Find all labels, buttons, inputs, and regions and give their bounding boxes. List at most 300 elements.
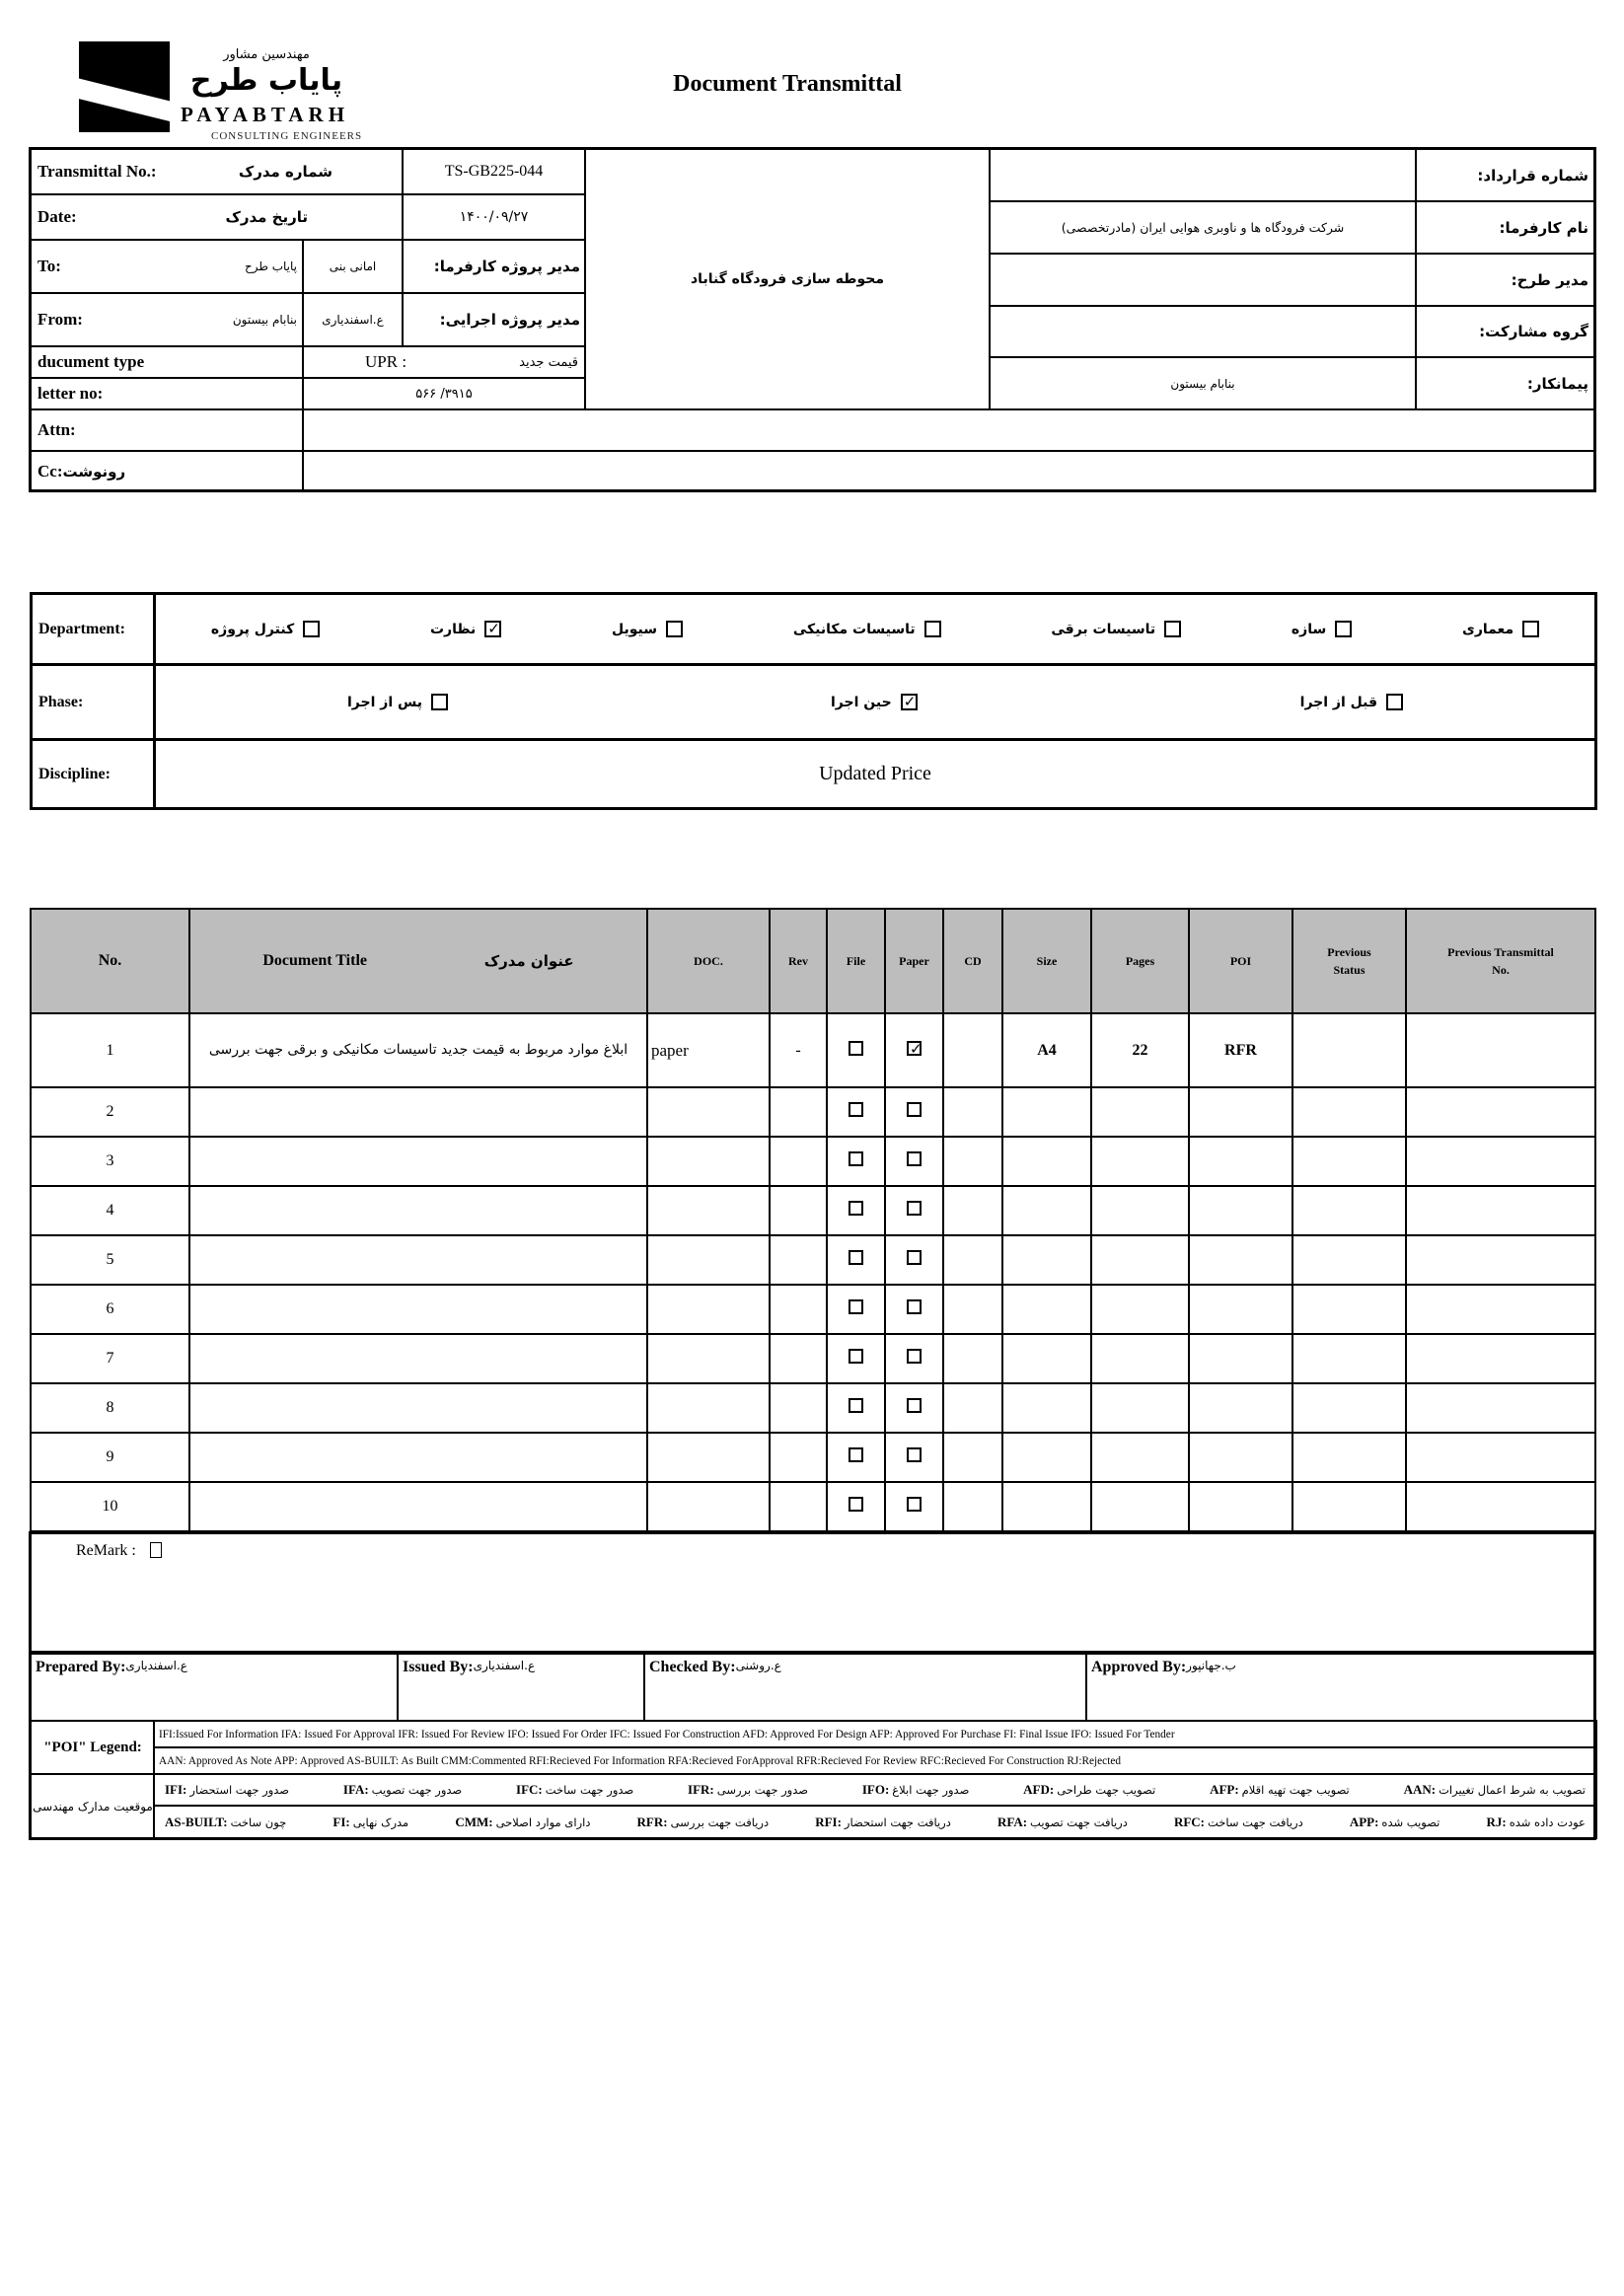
poi-legend-line1	[153, 1720, 1597, 1748]
cell-no: 5	[31, 1235, 189, 1285]
legend-item: RFC: دریافت جهت ساخت	[1173, 1814, 1303, 1829]
checkbox-label: تاسیسات برقی	[1051, 621, 1156, 637]
cell-rev	[770, 1334, 827, 1383]
checkbox-item	[1051, 621, 1181, 637]
legend-item: AFP: تصویب جهت تهیه اقلام	[1210, 1782, 1350, 1797]
table-row	[31, 1482, 1595, 1531]
col-poi: POI	[1189, 909, 1292, 1013]
cell-no: 6	[31, 1285, 189, 1334]
legend-item: APP: تصویب شده	[1349, 1814, 1440, 1829]
cell-ptrans	[1406, 1433, 1595, 1482]
transmittal-no-label-en: Transmittal No.:	[37, 162, 157, 181]
cell-size	[1002, 1482, 1091, 1531]
file-checkbox[interactable]	[849, 1041, 863, 1056]
cell-pstat	[1292, 1285, 1406, 1334]
fa-legend-line1	[153, 1773, 1597, 1807]
checkbox-item	[1292, 621, 1352, 637]
exec-pm-value: ع.اسفندیاری	[302, 292, 404, 347]
checkbox-label: قبل از اجرا	[1299, 694, 1378, 710]
checkbox-item	[211, 621, 320, 637]
paper-checkbox[interactable]	[907, 1497, 922, 1512]
legend-item: IFO: صدور جهت ابلاغ	[861, 1782, 970, 1797]
logo-company-subtitle: CONSULTING ENGINEERS	[211, 130, 363, 142]
cell-file	[827, 1235, 885, 1285]
cell-no: 7	[31, 1334, 189, 1383]
cell-poi: RFR	[1189, 1013, 1292, 1087]
checkbox[interactable]	[1335, 621, 1352, 637]
cell-pstat	[1292, 1433, 1406, 1482]
col-prev-transmittal: Previous Transmittal No.	[1406, 909, 1595, 1013]
table-row	[31, 1235, 1595, 1285]
cell-cd	[943, 1235, 1002, 1285]
doctype-label: ducument type	[37, 352, 145, 371]
cell-title: ابلاغ موارد مربوط به قیمت جدید تاسیسات مکانیکی و برقی جهت بررسی	[189, 1013, 647, 1087]
cell-poi	[1189, 1235, 1292, 1285]
cell-poi	[1189, 1285, 1292, 1334]
attn-value-cell	[302, 408, 1596, 452]
legend-item: FI: مدرک نهایی	[332, 1814, 409, 1829]
attn-label-cell	[30, 408, 304, 452]
exec-pm-label: مدیر پروژه اجرایی:	[439, 311, 580, 329]
client-name-value: شرکت فرودگاه ها و ناوبری هوایی ایران (مادرتخصصی)	[989, 200, 1417, 255]
cell-cd	[943, 1285, 1002, 1334]
client-name-label-cell	[1415, 200, 1596, 255]
col-no: No.	[31, 909, 189, 1013]
cc-label-fa: رونوشت	[62, 462, 126, 481]
cell-ptrans	[1406, 1285, 1595, 1334]
poi-legend-line1-text: IFI:Issued For Information IFA: Issued For Approval IFR: Issued For Review IFO: Issued For Order IFC: Issued For Construction AFD: Approved For Design AFP: Approved For Purchase FI: Final Issue IFO: Issued For Tender	[159, 1728, 1175, 1741]
contract-no-value	[989, 148, 1417, 202]
checkbox[interactable]	[1386, 694, 1403, 710]
cell-ptrans	[1406, 1013, 1595, 1087]
cell-pages	[1091, 1433, 1189, 1482]
company-logo-icon	[79, 41, 170, 132]
cell-paper	[885, 1235, 943, 1285]
checkbox-item	[831, 694, 918, 710]
table-row	[31, 1013, 1595, 1087]
file-checkbox[interactable]	[849, 1201, 863, 1216]
issued-by-value: ع.اسفندیاری	[473, 1659, 536, 1672]
cell-no: 3	[31, 1137, 189, 1186]
col-cd: CD	[943, 909, 1002, 1013]
contract-no-label-cell	[1415, 148, 1596, 202]
discipline-label: Discipline:	[38, 765, 111, 782]
col-file: File	[827, 909, 885, 1013]
cell-ptrans	[1406, 1383, 1595, 1433]
doctype-value-cell	[302, 345, 586, 379]
legend-item: AAN: تصویب به شرط اعمال تغییرات	[1403, 1782, 1586, 1797]
paper-checkbox[interactable]	[907, 1102, 922, 1117]
checkbox[interactable]	[1164, 621, 1181, 637]
cell-ptrans	[1406, 1482, 1595, 1531]
cell-doc	[647, 1235, 770, 1285]
paper-checkbox[interactable]	[907, 1349, 922, 1364]
cell-title	[189, 1137, 647, 1186]
file-checkbox[interactable]	[849, 1102, 863, 1117]
legend-item: CMM: دارای موارد اصلاحی	[455, 1814, 591, 1829]
fa-legend-label: موقعیت مدارک مهندسی	[30, 1773, 156, 1839]
cell-no: 10	[31, 1482, 189, 1531]
cell-title	[189, 1433, 647, 1482]
cell-pages	[1091, 1137, 1189, 1186]
cell-pages	[1091, 1186, 1189, 1235]
checked-by-label: Checked By:	[649, 1659, 736, 1675]
transmittal-no-label-cell	[30, 148, 404, 195]
cell-cd	[943, 1334, 1002, 1383]
cell-file	[827, 1334, 885, 1383]
checkbox[interactable]	[666, 621, 683, 637]
col-title-en: Document Title	[262, 952, 367, 969]
letterno-value: ۵۶۶ /۳۹۱۵	[302, 377, 586, 410]
legend-item: IFR: صدور جهت بررسی	[688, 1782, 809, 1797]
cell-cd	[943, 1482, 1002, 1531]
cell-doc	[647, 1482, 770, 1531]
table-row	[31, 1433, 1595, 1482]
prepared-by-value: ع.اسفندیاری	[125, 1659, 187, 1672]
cell-file	[827, 1285, 885, 1334]
checkbox-label: کنترل پروژه	[210, 621, 295, 637]
cell-pages	[1091, 1334, 1189, 1383]
cell-size	[1002, 1334, 1091, 1383]
discipline-value: Updated Price	[153, 738, 1597, 810]
cc-value-cell	[302, 450, 1596, 492]
cell-doc	[647, 1137, 770, 1186]
cell-rev	[770, 1087, 827, 1137]
file-checkbox[interactable]	[849, 1151, 863, 1166]
legend-item: RJ: عودت داده شده	[1486, 1814, 1586, 1829]
file-checkbox[interactable]	[849, 1250, 863, 1265]
cell-doc	[647, 1383, 770, 1433]
table-row	[31, 1334, 1595, 1383]
cell-paper	[885, 1186, 943, 1235]
cc-label-cell	[30, 450, 304, 492]
cell-doc: paper	[647, 1013, 770, 1087]
checkbox-label: معماری	[1462, 621, 1514, 637]
date-label-fa: تاریخ مدرک	[225, 208, 308, 226]
cell-size	[1002, 1087, 1091, 1137]
approved-by-label: Approved By:	[1091, 1659, 1187, 1675]
issued-by-label: Issued By:	[403, 1659, 474, 1675]
cell-size	[1002, 1383, 1091, 1433]
logo-company-name: PAYABTARH	[181, 103, 350, 126]
department-label: Department:	[38, 620, 125, 637]
cell-pstat	[1292, 1013, 1406, 1087]
cell-paper	[885, 1087, 943, 1137]
table-row	[31, 1383, 1595, 1433]
issued-by-cell	[397, 1651, 645, 1722]
cell-pstat	[1292, 1087, 1406, 1137]
client-name-label: نام کارفرما:	[1499, 218, 1588, 237]
to-label: To:	[37, 257, 61, 275]
cell-pages	[1091, 1482, 1189, 1531]
cell-paper	[885, 1433, 943, 1482]
checkbox-label: سیویل	[612, 621, 658, 637]
cell-pstat	[1292, 1482, 1406, 1531]
cell-rev: -	[770, 1013, 827, 1087]
checked-by-value: ع.روشنی	[735, 1659, 781, 1672]
doctype-label-cell	[30, 345, 304, 379]
col-title-fa: عنوان مدرک	[483, 952, 574, 970]
to-value: پایاب طرح	[244, 259, 297, 273]
cell-title	[189, 1383, 647, 1433]
checkbox-label: تاسیسات مکانیکی	[792, 621, 916, 637]
date-value: ۱۴۰۰/۰۹/۲۷	[402, 193, 586, 241]
cell-pstat	[1292, 1235, 1406, 1285]
cell-ptrans	[1406, 1235, 1595, 1285]
jv-group-value	[989, 305, 1417, 358]
cell-poi	[1189, 1334, 1292, 1383]
cell-pages	[1091, 1383, 1189, 1433]
logo-fa-tagline: مهندسین مشاور	[223, 47, 310, 62]
cell-paper	[885, 1383, 943, 1433]
file-checkbox[interactable]	[849, 1349, 863, 1364]
cell-pages	[1091, 1235, 1189, 1285]
cell-ptrans	[1406, 1137, 1595, 1186]
col-title	[189, 909, 647, 1013]
cell-poi	[1189, 1087, 1292, 1137]
cell-no: 8	[31, 1383, 189, 1433]
cell-doc	[647, 1087, 770, 1137]
cell-cd	[943, 1137, 1002, 1186]
remark-label: ReMark :	[76, 1542, 136, 1559]
cell-rev	[770, 1433, 827, 1482]
checkbox-item	[1300, 694, 1403, 710]
cell-title	[189, 1186, 647, 1235]
cell-pstat	[1292, 1186, 1406, 1235]
jv-group-label: گروه مشارکت:	[1479, 323, 1588, 340]
design-mgr-label: مدیر طرح:	[1511, 270, 1588, 289]
legend-item: RFI: دریافت جهت استحضار	[815, 1814, 951, 1829]
cell-paper	[885, 1013, 943, 1087]
table-row	[31, 1186, 1595, 1235]
legend-item: IFA: صدور جهت تصویب	[342, 1782, 463, 1797]
cell-rev	[770, 1137, 827, 1186]
checkbox-label: نظارت	[429, 621, 477, 637]
cell-pages: 22	[1091, 1013, 1189, 1087]
cell-size	[1002, 1235, 1091, 1285]
jv-group-label-cell	[1415, 305, 1596, 358]
cell-rev	[770, 1235, 827, 1285]
checkbox-label: حین اجرا	[831, 694, 892, 710]
cc-label-en: Cc:	[37, 461, 63, 481]
design-mgr-value	[989, 253, 1417, 307]
cell-rev	[770, 1383, 827, 1433]
checkbox[interactable]	[924, 621, 941, 637]
file-checkbox[interactable]	[849, 1497, 863, 1512]
fa-legend-line2	[153, 1805, 1597, 1839]
cell-cd	[943, 1013, 1002, 1087]
cell-file	[827, 1383, 885, 1433]
phase-options	[153, 663, 1597, 741]
logo-fa-name: پایاب طرح	[189, 63, 343, 98]
cell-no: 4	[31, 1186, 189, 1235]
cell-cd	[943, 1186, 1002, 1235]
legend-item: IFC: صدور جهت ساخت	[516, 1782, 634, 1797]
cell-pages	[1091, 1285, 1189, 1334]
paper-checkbox[interactable]	[907, 1398, 922, 1413]
file-checkbox[interactable]	[849, 1299, 863, 1314]
cell-pstat	[1292, 1383, 1406, 1433]
phase-label: Phase:	[38, 693, 84, 710]
phase-label-cell	[30, 663, 156, 741]
cell-poi	[1189, 1383, 1292, 1433]
cell-cd	[943, 1087, 1002, 1137]
project-name: محوطه سازی فرودگاه گناباد	[584, 148, 991, 410]
cell-no: 2	[31, 1087, 189, 1137]
cell-ptrans	[1406, 1087, 1595, 1137]
client-pm-value: امانی بنی	[302, 239, 404, 294]
logo-swoosh-shape	[79, 75, 170, 130]
cell-paper	[885, 1482, 943, 1531]
cell-ptrans	[1406, 1186, 1595, 1235]
legend-item: AS-BUILT: چون ساخت	[165, 1814, 287, 1829]
table-header-row	[31, 909, 1595, 1013]
paper-checkbox[interactable]	[907, 1201, 922, 1216]
paper-checkbox[interactable]	[907, 1151, 922, 1166]
cell-pstat	[1292, 1334, 1406, 1383]
cell-size: A4	[1002, 1013, 1091, 1087]
from-label: From:	[37, 310, 83, 329]
cell-title	[189, 1482, 647, 1531]
date-label-cell	[30, 193, 404, 241]
cell-pstat	[1292, 1137, 1406, 1186]
cell-title	[189, 1285, 647, 1334]
checkbox-item	[430, 621, 501, 637]
file-checkbox[interactable]	[849, 1398, 863, 1413]
col-size: Size	[1002, 909, 1091, 1013]
cell-size	[1002, 1285, 1091, 1334]
cell-cd	[943, 1383, 1002, 1433]
letterno-label-cell	[30, 377, 304, 410]
date-label-en: Date:	[37, 207, 77, 226]
checkbox[interactable]	[431, 694, 448, 710]
prepared-by-cell	[30, 1651, 399, 1722]
cell-title	[189, 1235, 647, 1285]
from-cell	[30, 292, 304, 347]
cell-poi	[1189, 1482, 1292, 1531]
paper-checkbox[interactable]	[907, 1447, 922, 1462]
cell-file	[827, 1433, 885, 1482]
cell-title	[189, 1087, 647, 1137]
cell-title	[189, 1334, 647, 1383]
cell-file	[827, 1482, 885, 1531]
cell-paper	[885, 1334, 943, 1383]
contractor-value: بنابام بیستون	[989, 356, 1417, 410]
doctype-fa: قیمت جدید	[519, 354, 578, 370]
poi-legend-label: "POI" Legend:	[30, 1720, 156, 1775]
col-rev: Rev	[770, 909, 827, 1013]
checkbox-checked[interactable]	[901, 694, 918, 710]
checkbox-checked[interactable]	[484, 621, 501, 637]
approved-by-value: ب.جهانپور	[1186, 1659, 1236, 1672]
legend-item: RFR: دریافت جهت بررسی	[636, 1814, 770, 1829]
cell-file	[827, 1137, 885, 1186]
transmittal-no-value: TS-GB225-044	[402, 148, 586, 195]
department-options	[153, 592, 1597, 666]
cell-ptrans	[1406, 1334, 1595, 1383]
cell-rev	[770, 1186, 827, 1235]
transmittal-no-label-fa: شماره مدرک	[238, 163, 332, 181]
contractor-label-cell	[1415, 356, 1596, 410]
remark-checkbox[interactable]	[150, 1542, 162, 1558]
document-table-wrap	[30, 908, 1596, 1532]
cell-doc	[647, 1285, 770, 1334]
cell-poi	[1189, 1137, 1292, 1186]
cell-poi	[1189, 1433, 1292, 1482]
cell-size	[1002, 1137, 1091, 1186]
checkbox-label: سازه	[1291, 621, 1327, 637]
cell-file	[827, 1087, 885, 1137]
checkbox-label: پس از اجرا	[346, 694, 423, 710]
cell-pages	[1091, 1087, 1189, 1137]
department-label-cell	[30, 592, 156, 666]
paper-checkbox[interactable]	[907, 1250, 922, 1265]
prepared-by-label: Prepared By:	[36, 1659, 126, 1675]
col-prev-status: Previous Status	[1292, 909, 1406, 1013]
from-value: بنابام بیستون	[232, 313, 297, 327]
cell-cd	[943, 1433, 1002, 1482]
checkbox-item	[612, 621, 683, 637]
paper-checkbox-checked[interactable]	[907, 1041, 922, 1056]
contract-no-label: شماره قرارداد:	[1477, 166, 1588, 185]
cell-poi	[1189, 1186, 1292, 1235]
poi-legend-line2-text: AAN: Approved As Note APP: Approved AS-BUILT: As Built CMM:Commented RFI:Recieved For Information RFA:Recieved ForApproval RFR:Recieved For Review RFC:Recieved For Construction RJ:Rejected	[159, 1754, 1121, 1767]
paper-checkbox[interactable]	[907, 1299, 922, 1314]
cell-size	[1002, 1186, 1091, 1235]
col-paper: Paper	[885, 909, 943, 1013]
checkbox-item	[347, 694, 448, 710]
cell-paper	[885, 1285, 943, 1334]
table-row	[31, 1087, 1595, 1137]
col-pages: Pages	[1091, 909, 1189, 1013]
cell-no: 9	[31, 1433, 189, 1482]
legend-item: RFA: دریافت جهت تصویب	[997, 1814, 1128, 1829]
to-cell	[30, 239, 304, 294]
cell-file	[827, 1186, 885, 1235]
design-mgr-label-cell	[1415, 253, 1596, 307]
exec-pm-label-cell	[402, 292, 586, 347]
cell-rev	[770, 1482, 827, 1531]
cell-size	[1002, 1433, 1091, 1482]
checkbox-item	[793, 621, 941, 637]
document-table	[30, 908, 1596, 1532]
doctype-code: UPR :	[365, 352, 407, 371]
cell-doc	[647, 1433, 770, 1482]
client-pm-label-cell	[402, 239, 586, 294]
approved-by-cell	[1085, 1651, 1596, 1722]
checkbox[interactable]	[1522, 621, 1539, 637]
file-checkbox[interactable]	[849, 1447, 863, 1462]
cell-doc	[647, 1186, 770, 1235]
cell-doc	[647, 1334, 770, 1383]
page-title: Document Transmittal	[673, 71, 902, 97]
checkbox-item	[1462, 621, 1539, 637]
cell-no: 1	[31, 1013, 189, 1087]
remark-cell	[30, 1532, 1596, 1653]
letterno-label: letter no:	[37, 384, 104, 403]
cell-rev	[770, 1285, 827, 1334]
col-doc: DOC.	[647, 909, 770, 1013]
checkbox[interactable]	[303, 621, 320, 637]
cell-paper	[885, 1137, 943, 1186]
discipline-label-cell	[30, 738, 156, 810]
table-row	[31, 1285, 1595, 1334]
cell-file	[827, 1013, 885, 1087]
attn-label: Attn:	[37, 420, 76, 439]
poi-legend-line2	[153, 1746, 1597, 1775]
table-row	[31, 1137, 1595, 1186]
contractor-label: پیمانکار:	[1526, 374, 1588, 393]
